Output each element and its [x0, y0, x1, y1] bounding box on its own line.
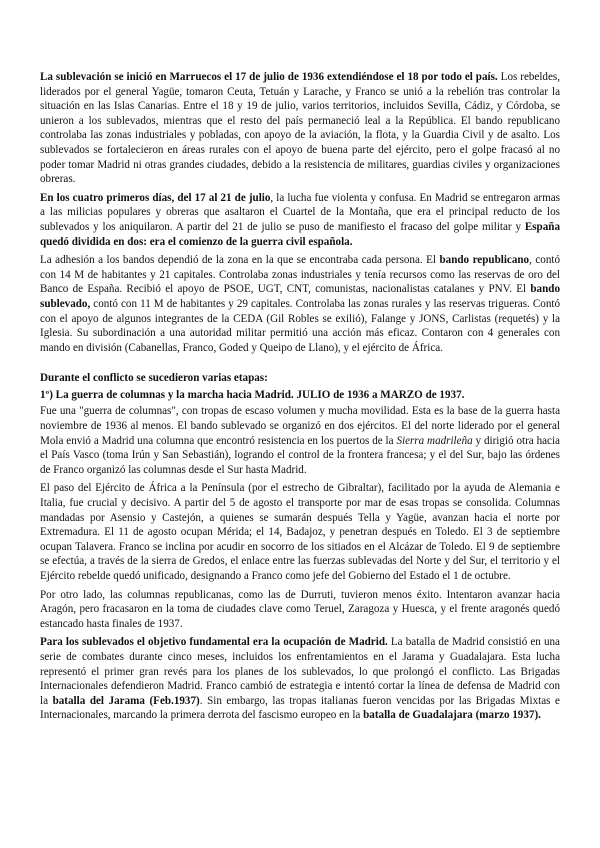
bold-text-run: 1º) La guerra de columnas y la marcha hacia Madrid. JULIO de 1936 a MARZO de 1937.	[40, 388, 465, 401]
text-run: . Sin embargo, las tropas italianas fueron vencidas por las Brigadas Mixtas e Internacionales, marcando la primera derrota del fascismo europeo en la	[40, 694, 560, 722]
bold-text-run: bando sublevado,	[40, 283, 560, 310]
text-run: Por otro lado, las columnas republicanas, como las de Durruti, tuvieron menos éxito. Intentaron avanzar hacia Aragón, pero fracasaron en la toma de ciudades clave como Teruel, Zaragoza y Huesca, y el frente aragonés quedó estancado hasta finales de 1937.	[40, 588, 560, 630]
text-run: La batalla de Madrid consistió en una serie de combates durante cinco meses, incluidos los enfrentamientos en el Jarama y Guadalajara. Esta lucha representó el primer gran revés para los planes de los sublevados, lo que prolongó el conflicto. Las Brigadas Internacionales defendieron Madrid. Franco cambió de estrategia e intentó cortar la línea de defensa de Madrid con la	[40, 636, 560, 707]
bold-text-run: batalla del Jarama (Feb.1937)	[52, 694, 200, 707]
body-paragraph	[40, 481, 560, 583]
text-run: El paso del Ejército de África a la Península (por el estrecho de Gibraltar), facilitado por la ayuda de Alemania e Italia, fue crucial y decisivo. A partir del 5 de agosto el transporte por mar de esas tropas se consolida. Columnas mandadas por Asensio y Castejón, a quienes se sumarán después Tella y Yagüe, avanzan hacia el norte por Extremadura. El 11 de agosto ocupan Mérida; el 14, Badajoz, y penetran después en Toledo. El 3 de septiembre ocupan Talavera. Franco se inclina por acudir en socorro de los sitiados en el Alcázar de Toledo. El 9 de septiembre se efectúa, a través de la sierra de Gredos, el enlace entre las fuerzas sublevadas del Norte y del Sur, el territorio y el Ejército rebelde quedó unificado, designando a Franco como jefe del Gobierno del Estado el 1 de octubre.	[40, 482, 560, 582]
bold-text-run: bando republicano	[439, 254, 530, 267]
body-paragraph	[40, 404, 560, 477]
bold-text-run: Durante el conflicto se sucedieron varias etapas:	[40, 372, 268, 385]
bold-text-run: batalla de Guadalajara (marzo 1937).	[363, 709, 541, 722]
body-paragraph	[40, 635, 560, 723]
body-paragraph	[40, 191, 560, 249]
section-heading	[40, 371, 560, 386]
section-gap	[40, 359, 560, 371]
bold-text-run: La sublevación se inició en Marruecos el 17 de julio de 1936 extendiéndose el 18 por todo el país.	[40, 71, 498, 83]
text-run: contó con 11 M de habitantes y 29 capitales. Controlaba las zonas rurales y las reservas trigueras. Contó con el apoyo de algunos integrantes de la CEDA (Gil Robles se exilió), Falange y JONS, Carlistas (requetés) y la Iglesia. Su subordinación a una autoridad militar permitió una acción más eficaz. Contaron con 4 generales con mando en división (Cabanellas, Franco, Goded y Queipo de Llano), y el ejército de África.	[40, 297, 560, 354]
bold-text-run: Para los sublevados el objetivo fundamental era la ocupación de Madrid.	[40, 636, 388, 649]
text-run: , contó con 14 M de habitantes y 21 capitales. Controlaba zonas industriales y tenía recursos como las reservas de oro del Banco de España. Recibió el apoyo de PSOE, UGT, CNT, comunistas, nacionalistas catalanes y PNV. El	[40, 254, 560, 296]
text-run: Los rebeldes, liderados por el general Yagüe, tomaron Ceuta, Tetuán y Larache, y Franco se unió a la rebelión tras controlar la situación en las Islas Canarias. Entre el 18 y 19 de julio, varios territorios, incluidos Sevilla, Cádiz, y Córdoba, se unieron a los sublevados, mientras que el resto del país permaneció leal a la República. El bando republicano controlaba las zonas industriales y pobladas, con apoyo de la aviación, la flota, y la Guardia Civil y de asalto. Los sublevados se fortalecieron en áreas rurales con el apoyo de buena parte del ejército, pero el golpe fracasó al no poder tomar Madrid ni otras grandes ciudades, debido a la resistencia de militares, guardias civiles y organizaciones obreras.	[40, 71, 560, 186]
text-run: y dirigió otra hacia el País Vasco (toma Irún y San Sebastián), logrando el control de la frontera francesa; y el del Sur, bajo las órdenes de Franco organizó las columnas desde el Sur hasta Madrid.	[40, 434, 560, 476]
bold-text-run: España quedó dividida en dos: era el comienzo de la guerra civil española.	[40, 220, 560, 248]
text-run: La adhesión a los bandos dependió de la zona en la que se encontraba cada persona. El	[40, 254, 440, 267]
body-paragraph	[40, 588, 560, 632]
text-run: , la lucha fue violenta y confusa. En Madrid se entregaron armas a las milicias populares y obreras que asaltaron el Cuartel de la Montaña, que era el principal reducto de los sublevados y los aniquilaron. A partir del 21 de julio se puso de manifiesto el fracaso del golpe militar y	[40, 191, 560, 233]
italic-text-run: Sierra madrileña	[396, 434, 473, 447]
body-paragraph	[40, 253, 560, 355]
text-run: Fue una "guerra de columnas", con tropas de escaso volumen y mucha movilidad. Esta es la base de la guerra hasta noviembre de 1936 al menos. El bando sublevado se organizó en dos ejércitos. El del norte liderado por el general Mola envió a Madrid una columna que encontró resistencia en los puertos de la	[40, 405, 560, 447]
bold-text-run: En los cuatro primeros días, del 17 al 21 de julio	[40, 191, 271, 204]
section-heading	[40, 388, 560, 403]
body-paragraph	[40, 70, 560, 187]
